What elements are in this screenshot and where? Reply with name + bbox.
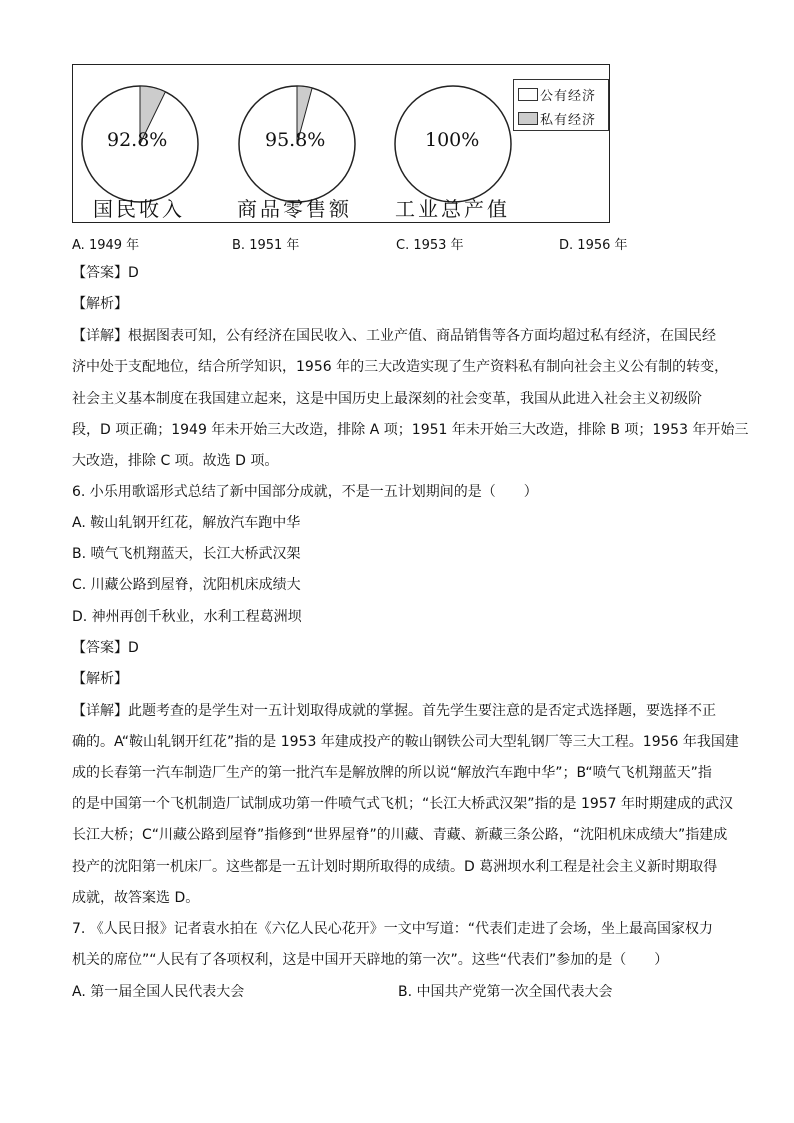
q5-options [72,234,732,254]
pie-label-3: 100% [425,129,480,151]
q6-option-c[interactable]: C. 川藏公路到屋脊，沈阳机床成绩大 [72,577,301,593]
q5-explanation-line: 【详解】根据图表可知，公有经济在国民收入、工业产值、商品销售等各方面均超过私有经济，在国民经 [72,328,716,344]
q5-answer: 【答案】D [72,265,139,281]
q5-explanation-line: 济中处于支配地位，结合所学知识，1956 年的三大改造实现了生产资料私有制向社会主义公有制的转变， [72,359,729,375]
option-letter: D. [559,238,574,253]
q6-explanation-line: 投产的沈阳第一机床厂。这些都是一五计划时期所取得的成绩。D 葛洲坝水利工程是社会主义新时期取得 [72,859,718,875]
option-text: 第一届全国人民代表大会 [90,984,245,1000]
q6-explanation-line: 成的长春第一汽车制造厂生产的第一批汽车是解放牌的所以说“解放汽车跑中华”；B“喷气飞机翔蓝天”指 [72,765,712,781]
legend-label-private: 私有经济 [540,113,597,128]
q6-question: 6. 小乐用歌谣形式总结了新中国部分成就，不是一五计划期间的是（ ） [72,484,538,500]
option-letter: B. [398,984,413,1000]
q5-option-c[interactable] [396,234,464,253]
q6-explanation-line: 的是中国第一个飞机制造厂试制成功第一件喷气式飞机；“长江大桥武汉架”指的是 1957 年时期建成的武汉 [72,796,734,812]
q5-explanation-line: 社会主义基本制度在我国建立起来，这是中国历史上最深刻的社会变革，我国从此进入社会主义初级阶 [72,391,702,407]
q7-question: 7. 《人民日报》记者袁水拍在《六亿人民心花开》一文中写道：“代表们走进了会场，坐上最高国家权力 [72,921,714,937]
category-label-3: 工业总产值 [395,197,510,221]
q5-option-d[interactable] [559,234,628,253]
pie-label-1: 92.8% [107,129,168,151]
q5-explanation-line: 段，D 项正确；1949 年未开始三大改造，排除 A 项；1951 年未开始三大改造，排除 B 项；1953 年开始三 [72,422,749,438]
legend-item-private [518,109,596,127]
category-label-2: 商品零售额 [237,197,352,221]
q5-option-a[interactable] [72,234,139,253]
pie-label-2: 95.8% [265,129,326,151]
option-text: 1951 年 [249,238,300,253]
legend-swatch-private [518,112,538,125]
q5-analysis-heading: 【解析】 [72,296,128,312]
q5-explanation-line: 大改造，排除 C 项。故选 D 项。 [72,453,279,469]
option-text: 1956 年 [577,238,628,253]
option-text: 1949 年 [88,238,140,253]
legend-swatch-public [518,88,538,101]
option-letter: C. [396,238,410,253]
legend-label-public: 公有经济 [540,89,597,104]
q6-option-d[interactable]: D. 神州再创千秋业，水利工程葛洲坝 [72,609,302,625]
option-letter: A. [72,238,85,253]
option-letter: A. [72,984,86,1000]
legend-item-public [518,85,596,103]
q7-option-a[interactable] [72,982,244,1002]
category-label-1: 国民收入 [93,197,185,221]
q5-option-b[interactable] [232,234,299,253]
option-text: 1953 年 [413,238,464,253]
chart-legend [513,79,609,131]
q6-option-b[interactable]: B. 喷气飞机翔蓝天，长江大桥武汉架 [72,546,301,562]
q6-explanation-line: 长江大桥；C“川藏公路到屋脊”指修到“世界屋脊”的川藏、青藏、新藏三条公路，“沈阳机床成绩大”指建成 [72,827,728,843]
q6-answer: 【答案】D [72,640,139,656]
q6-explanation-line: 【详解】此题考查的是学生对一五计划取得成就的掌握。首先学生要注意的是否定式选择题，要选择不正 [72,703,716,719]
q6-analysis-heading: 【解析】 [72,671,128,687]
q6-explanation-line: 成就，故答案选 D。 [72,890,200,906]
q7-option-b[interactable] [398,982,613,1002]
option-text: 中国共产党第一次全国代表大会 [416,984,613,1000]
pie-chart-figure [72,64,610,223]
q6-option-a[interactable]: A. 鞍山轧钢开红花，解放汽车跑中华 [72,515,301,531]
q6-explanation-line: 确的。A“鞍山轧钢开红花”指的是 1953 年建成投产的鞍山钢铁公司大型轧钢厂等三大工程。1956 年我国建 [72,734,739,750]
option-letter: B. [232,238,246,253]
q7-question: 机关的席位”“人民有了各项权利，这是中国开天辟地的第一次”。这些“代表们”参加的是（ ） [72,952,669,968]
